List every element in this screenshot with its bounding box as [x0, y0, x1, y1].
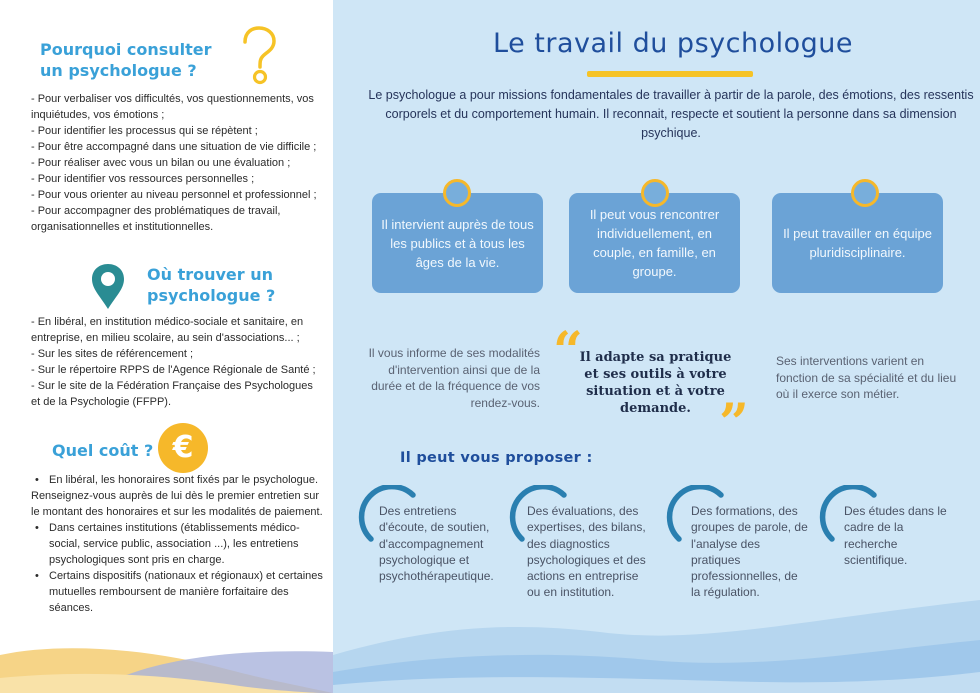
circle-dot-icon [641, 179, 669, 207]
card-text: Il intervient auprès de tous les publics et à tous les âges de la vie. [381, 216, 534, 270]
page-title: Le travail du psychologue [493, 28, 853, 59]
where-list [31, 314, 321, 410]
info-card [772, 193, 943, 293]
question-mark-icon [239, 26, 279, 88]
offer-text: Des études dans le cadre de la recherche scientifique. [844, 504, 947, 567]
location-pin-icon [88, 262, 128, 310]
interventions-text: Ses interventions varient en fonction de sa spécialité et du lieu où il exerce son métier. [776, 354, 957, 401]
section-title-where: Où trouver un psychologue ? [147, 265, 276, 305]
section-title-cost: Quel coût ? [52, 441, 154, 460]
offer-text: Des entretiens d'écoute, de soutien, d'accompagnement psychologique et psychothérapeutique. [379, 504, 494, 584]
cost-bullet: • En libéral, les honoraires sont fixés par le psychologue. [31, 472, 323, 488]
card-text: Il peut travailler en équipe pluridisciplinaire. [783, 226, 932, 260]
why-item: - Pour identifier vos ressources personnelles ; [31, 173, 255, 185]
intro-text: Le psychologue a pour missions fondamentales de travailler à partir de la parole, des émotions, des ressentis corporels et du comportement humain. Il reconnait, respecte et soutient la personne dans sa dimension psychique. [368, 88, 974, 140]
propose-title: Il peut vous proposer : [400, 450, 593, 466]
why-item: - Pour accompagner des problématiques de travail, organisationnelles et institutionnelles. [31, 205, 281, 233]
why-item: - Pour vous orienter au niveau personnel et professionnel ; [31, 189, 317, 201]
circle-dot-icon [443, 179, 471, 207]
quote-open-icon: “ [553, 321, 583, 382]
cost-bullet: • Dans certaines institutions (établissements médico-social, service public, association ...), les entretiens psychologiques sont pris en charge. [31, 520, 323, 568]
card-text: Il peut vous rencontrer individuellement, en couple, en famille, en groupe. [589, 207, 720, 279]
where-item: - Sur les sites de référencement ; [31, 348, 194, 360]
cost-note: Renseignez-vous auprès de lui dès le premier entretien sur le montant des honoraires et sur les modalités de paiement. [31, 490, 323, 518]
euro-icon: € [158, 423, 208, 473]
offer-text: Des formations, des groupes de parole, de l'analyse des pratiques professionnelles, de la régulation. [691, 504, 808, 600]
why-item: - Pour réaliser avec vous un bilan ou une évaluation ; [31, 157, 291, 169]
why-item: - Pour être accompagné dans une situation de vie difficile ; [31, 141, 317, 153]
where-item: - Sur le répertoire RPPS de l'Agence Régionale de Santé ; [31, 364, 316, 376]
inform-text: Il vous informe de ses modalités d'intervention ainsi que de la durée et de la fréquence de vos rendez-vous. [368, 346, 540, 410]
cost-bullets [31, 472, 323, 488]
where-item: - En libéral, en institution médico-sociale et sanitaire, en entreprise, en milieu scolaire, au sein d'associations... ; [31, 316, 304, 344]
section-title-why: Pourquoi consulter un psychologue ? [40, 40, 212, 80]
title-underline [587, 71, 753, 77]
quote-text: Il adapte sa pratique et ses outils à votre situation et à votre demande. [579, 350, 732, 416]
cost-bullet: • Certains dispositifs (nationaux et régionaux) et certaines mutuelles remboursent de manière forfaitaire des séances. [31, 568, 323, 616]
offer-text: Des évaluations, des expertises, des bilans, des diagnostics psychologiques et des actions en entreprise ou en institution. [527, 504, 646, 600]
why-list [31, 91, 323, 235]
quote-close-icon: ” [719, 393, 749, 454]
info-card [372, 193, 543, 293]
why-item: - Pour identifier les processus qui se répètent ; [31, 125, 258, 137]
circle-dot-icon [851, 179, 879, 207]
why-item: - Pour verbaliser vos difficultés, vos questionnements, vos inquiétudes, vos émotions ; [31, 93, 314, 121]
where-item: - Sur le site de la Fédération Française des Psychologues et de la Psychologie (FFPP). [31, 380, 313, 408]
info-card [569, 193, 740, 293]
